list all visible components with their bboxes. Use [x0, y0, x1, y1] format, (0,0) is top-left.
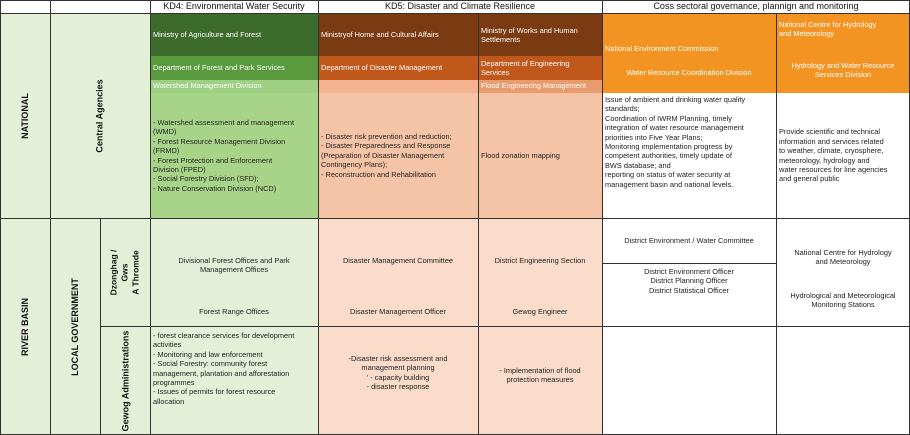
- kd5-disaster-functions: - Disaster risk prevention and reduction; - Disaster Preparedness and Response (Preparation of Disaster Management Contingency Plans); - Reconstruction and Rehabilitation: [318, 93, 478, 218]
- kd4-ministry: Ministry of Agriculture and Forest: [150, 14, 318, 56]
- row-label-central-agencies: Central Agencies: [50, 14, 150, 218]
- nchm-division: Hydrology and Water Resource Services Division: [776, 54, 910, 93]
- wrcd-division-label: Water Resource Coordination Division: [626, 68, 752, 78]
- gewog-engineer: Gewog Engineer: [512, 307, 568, 317]
- grid-dzongkhag-bottom: [100, 326, 910, 327]
- grid-col-4: [318, 0, 319, 435]
- district-env-committee: District Environment / Water Committee: [602, 218, 776, 263]
- dzongkhag-disaster: [318, 218, 478, 326]
- nec-functions: Issue of ambient and drinking water quality standards; Coordination of IWRM Planning, timely integration of water resource management priorities into Five Year Plans; Monitoring implementation progress by competent authorities, timely update of BWS database; and reporting on status of water security at management basin and national levels.: [602, 93, 776, 218]
- kd4-functions: - Watershed assessment and management (WMD) - Forest Resource Management Division (FRMD) - Forest Protection and Enforcement Division (FPED) - Social Forestry Division (SFD); - Nature Conservation Division (NCD): [150, 93, 318, 218]
- kd4-division: Watershed Management Division: [150, 80, 318, 93]
- grid-col-2: [100, 218, 101, 435]
- header-kd5: KD5: Disaster and Climate Resilience: [384, 1, 536, 11]
- gewog-flood-functions: - Implementation of flood protection measures: [478, 326, 602, 435]
- disaster-management-officer: Disaster Management Officer: [350, 307, 446, 317]
- nchm-dzongkhag-centre: National Centre for Hydrology and Meteorology: [794, 248, 892, 267]
- kd5-flood-functions: Flood zonation mapping: [478, 93, 602, 218]
- disaster-management-committee: Disaster Management Committee: [342, 256, 454, 265]
- kd5-department-disaster: Department of Disaster Management: [318, 56, 478, 80]
- kd5-division-blank: [318, 80, 478, 93]
- grid-col-1: [50, 0, 51, 435]
- row-label-national: NATIONAL: [0, 14, 50, 218]
- nchm-dzongkhag: [776, 218, 910, 326]
- row-label-river-basin: RIVER BASIN: [0, 218, 50, 435]
- row-label-dzongkhag: Dzonghag / Gws A Thromde: [100, 218, 150, 326]
- header-cross-sectoral: Coss sectoral governance, plannign and monitoring: [653, 1, 859, 11]
- district-officers: District Environment Officer District Planning Officer District Statistical Officer: [602, 263, 776, 326]
- grid-col-5: [478, 14, 479, 435]
- grid-col-0: [0, 0, 1, 435]
- grid-committee-bottom: [602, 263, 776, 264]
- grid-col-6: [602, 0, 603, 435]
- header-kd4: KD4: Environmental Water Security: [163, 1, 305, 11]
- grid-national-bottom: [0, 218, 910, 219]
- gewog-cross-a-blank: [602, 326, 776, 435]
- kd5-flood-division: Flood Engineering Management: [478, 80, 602, 93]
- dzongkhag-forest-offices: [150, 218, 318, 326]
- district-engineering-section: District Engineering Section: [494, 256, 586, 265]
- forest-range-offices: Forest Range Offices: [199, 306, 269, 316]
- kd4-department: Department of Forest and Park Services: [150, 56, 318, 80]
- kd5-ministry-works: Ministry of Works and Human Settlements: [478, 14, 602, 56]
- row-label-gewog: Gewog Administrations: [100, 326, 150, 435]
- gewog-forest-functions: - forest clearance services for development activities - Monitoring and law enforcement - Social Forestry: community forest management, plantation and afforestation programmes - Issues of permits for forest resource allocation: [150, 326, 318, 435]
- gewog-disaster-functions: -Disaster risk assessment and management planning ' - capacity building - disaster response: [318, 326, 478, 435]
- grid-top: [0, 0, 910, 1]
- kd5-department-engineering: Department of Engineering Services: [478, 56, 602, 80]
- gewog-cross-b-blank: [776, 326, 910, 435]
- grid-header-bottom: [0, 13, 910, 14]
- divisional-forest-offices: Divisional Forest Offices and Park Management Offices: [178, 255, 290, 275]
- grid-col-3: [150, 0, 151, 435]
- grid-col-7: [776, 14, 777, 435]
- monitoring-stations: Hydrological and Meteorological Monitoring Stations: [790, 290, 896, 310]
- nchm-functions: Provide scientific and technical information and services related to weather, climate, cryosphere, meteorology, hydrology and water resources for line agencies and general public: [776, 93, 910, 218]
- dzongkhag-engineering: [478, 218, 602, 326]
- nchm-centre: National Centre for Hydrology and Meteorology: [776, 14, 910, 54]
- nec-commission-label: National Environment Commission: [605, 44, 719, 53]
- nec-commission: [602, 14, 776, 93]
- kd5-ministry-home: Ministryof Home and Cultural Affairs: [318, 14, 478, 56]
- row-label-local-government: LOCAL GOVERNMENT: [50, 218, 100, 435]
